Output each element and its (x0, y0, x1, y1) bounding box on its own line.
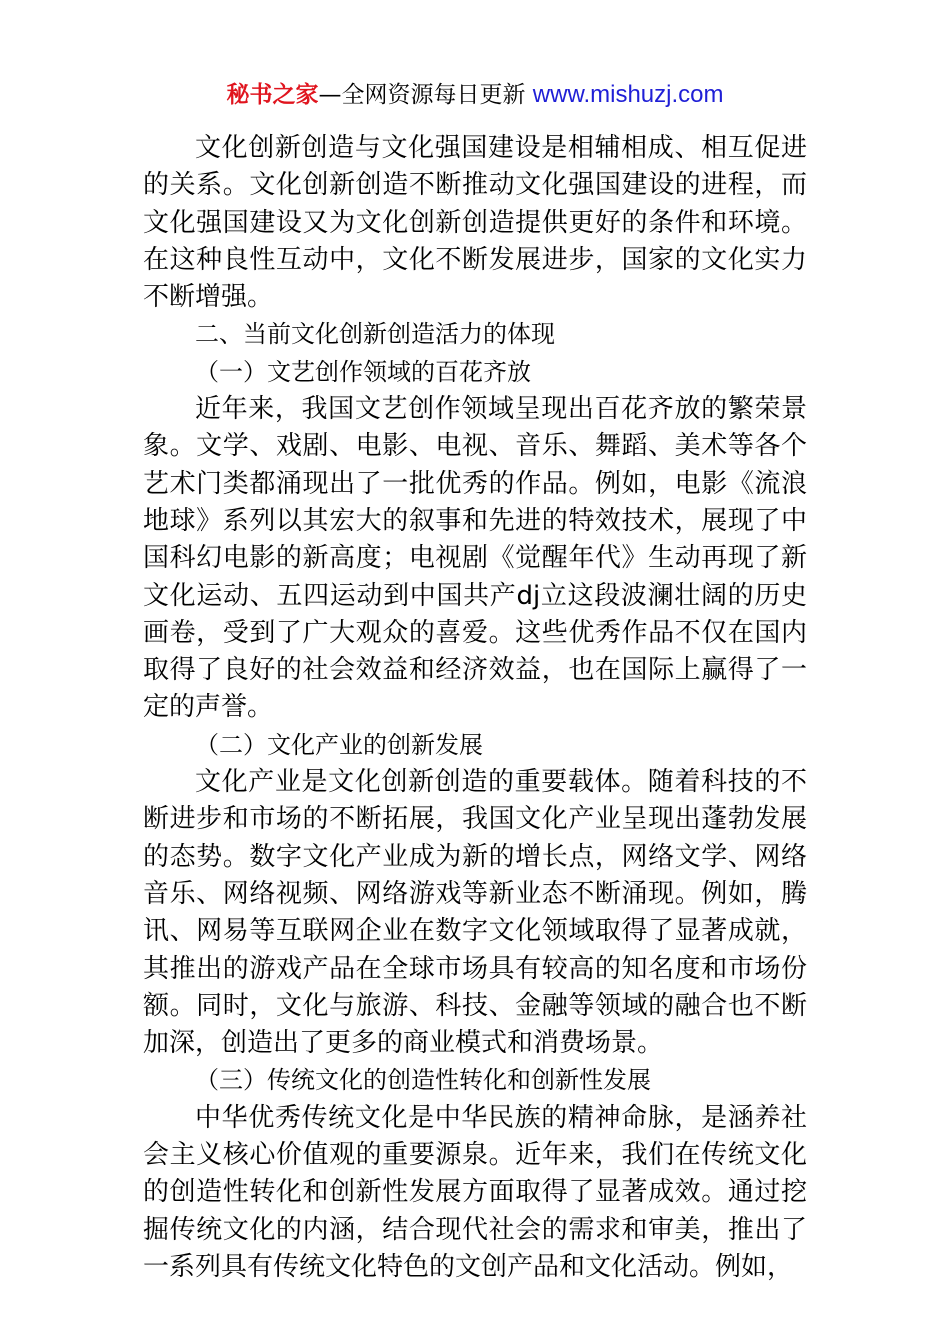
site-url-link[interactable]: www.mishuzj.com (532, 81, 724, 108)
paragraph-4: 中华优秀传统文化是中华民族的精神命脉，是涵养社会主义核心价值观的重要源泉。近年来，我们在传统文化的创造性转化和创新性发展方面取得了显著成效。通过挖掘传统文化的内涵，结合现代社会的需求和审美，推出了一系列具有传统文化特色的文创产品和文化活动。例如， (143, 1102, 807, 1282)
paragraph-1: 文化创新创造与文化强国建设是相辅相成、相互促进的关系。文化创新创造不断推动文化强国建设的进程，而文化强国建设又为文化创新创造提供更好的条件和环境。在这种良性互动中，文化不断发展进步，国家的文化实力不断增强。 (143, 133, 807, 313)
section-heading-2: 二、当前文化创新创造活力的体现 (195, 320, 555, 349)
header-slogan: —全网资源每日更新 (318, 82, 526, 108)
document-body (143, 130, 807, 1286)
site-header (0, 78, 950, 112)
brand-name: 秘书之家 (226, 82, 319, 108)
subsection-heading-1: （一）文艺创作领域的百花齐放 (195, 357, 531, 386)
subsection-heading-3: （三）传统文化的创造性转化和创新性发展 (195, 1066, 651, 1095)
subsection-heading-2: （二）文化产业的创新发展 (195, 730, 483, 759)
paragraph-2: 近年来，我国文艺创作领域呈现出百花齐放的繁荣景象。文学、戏剧、电影、电视、音乐、舞蹈、美术等各个艺术门类都涌现出了一批优秀的作品。例如，电影《流浪地球》系列以其宏大的叙事和先进的特效技术，展现了中国科幻电影的新高度；电视剧《觉醒年代》生动再现了新文化运动、五四运动到中国共产dj立这段波澜壮阔的历史画卷，受到了广大观众的喜爱。这些优秀作品不仅在国内取得了良好的社会效益和经济效益，也在国际上赢得了一定的声誉。 (143, 394, 807, 723)
paragraph-3: 文化产业是文化创新创造的重要载体。随着科技的不断进步和市场的不断拓展，我国文化产业呈现出蓬勃发展的态势。数字文化产业成为新的增长点，网络文学、网络音乐、网络视频、网络游戏等新业态不断涌现。例如，腾讯、网易等互联网企业在数字文化领域取得了显著成就，其推出的游戏产品在全球市场具有较高的知名度和市场份额。同时，文化与旅游、科技、金融等领域的融合也不断加深，创造出了更多的商业模式和消费场景。 (143, 767, 807, 1059)
